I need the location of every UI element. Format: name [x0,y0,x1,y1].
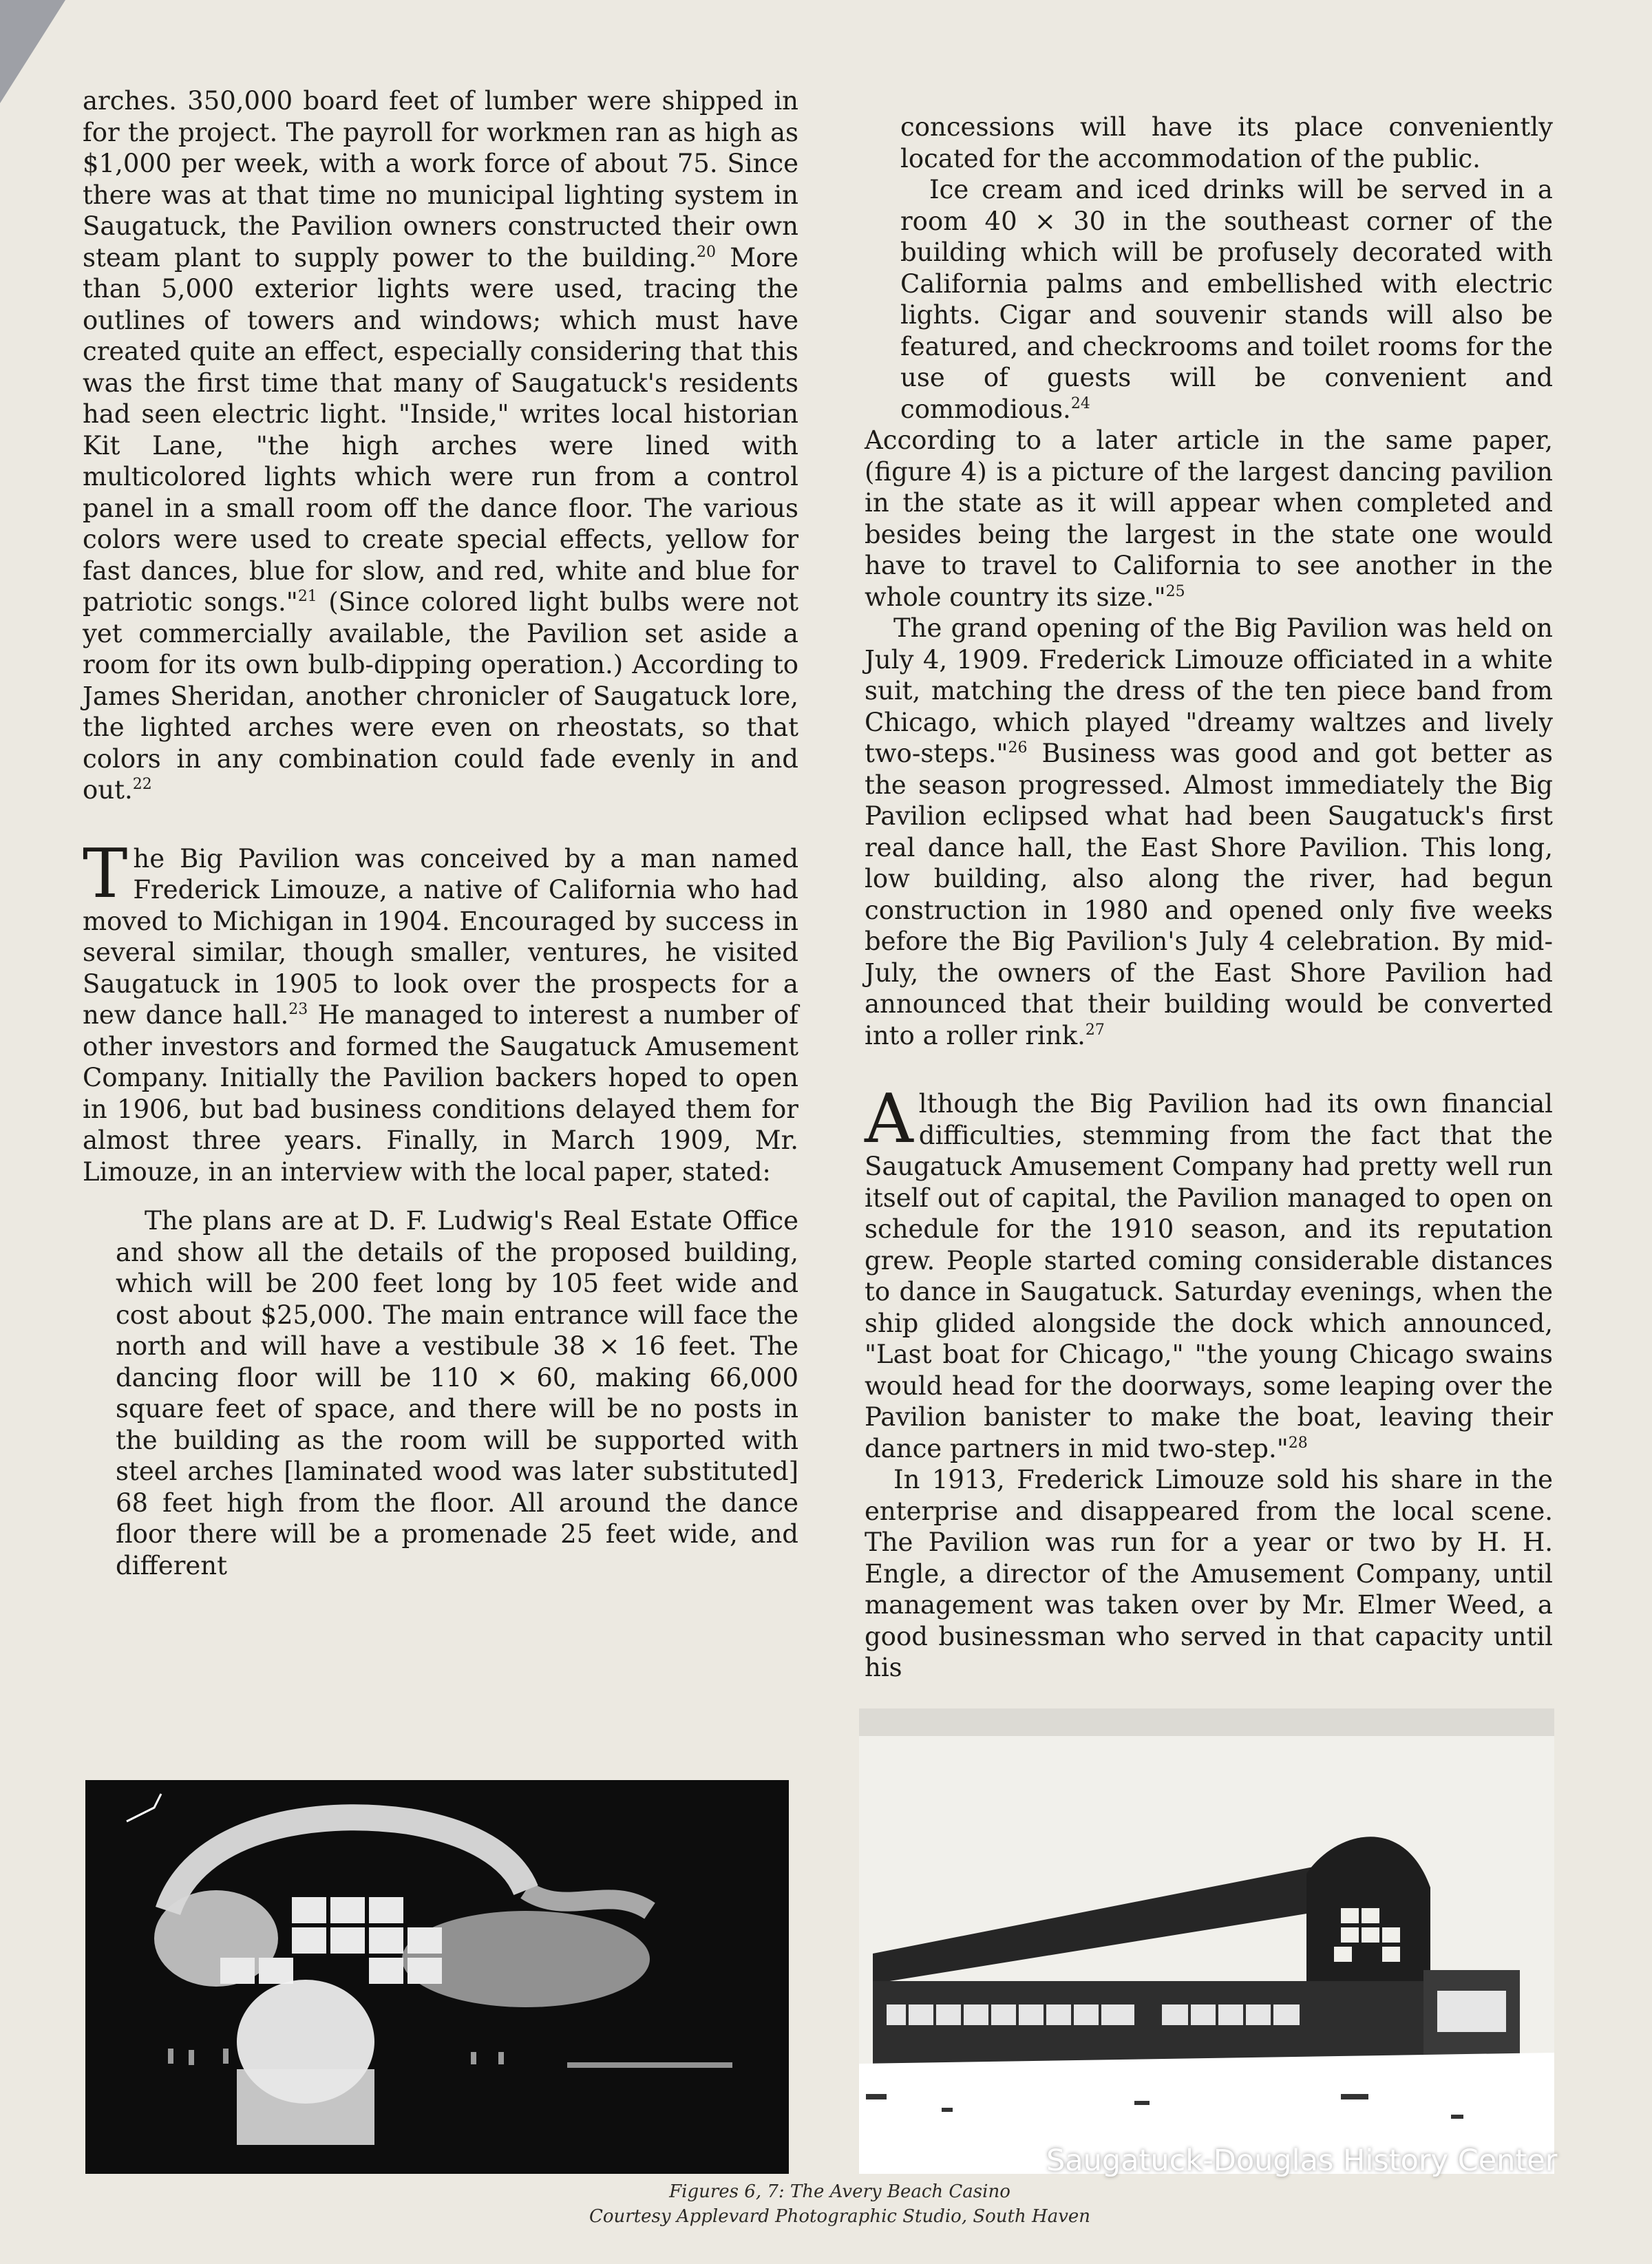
page-corner-fold [0,0,65,103]
footnote-21: 21 [297,588,317,605]
right-paragraph-3: Although the Big Pavilion had its own financial difficulties, stemming from the fact that the Saugatuck Amusement Company had pretty well run itself out of capital, the Pavilion managed to open on schedule for the 1910 season, and its reputation grew. People started coming considerable distances to dance in Saugatuck. Saturday evenings, when the ship glided alongside the dock which announced, "Last boat for Chicago," "the young Chicago swains would head for the doorways, some leaping over the Pavilion banister to make the boat, leaving their dance partners in mid two-step."$^{28}$ [865,1080,1553,1463]
casino-night-image [85,1780,789,2174]
casino-building-image [859,1708,1554,2174]
figure-caption [530,2179,1150,2229]
drop-cap-t: T [83,834,128,913]
right-block-quote-2: Ice cream and iced drinks will be served in a room 40 × 30 in the southeast corner of the building which will be profusely decorated with California palms and embellished with electric lights. Cigar and souvenir stands will also be featured, and checkrooms and toilet rooms for the use of guests will be convenient and commodious.$^{24}$ [900,175,1553,424]
footnote-26: 26 [1008,739,1028,757]
casino-night-photo [85,1780,789,2174]
right-paragraph-1: According to a later article in the same paper, (figure 4) is a picture of the largest dancing pavilion in the state as it will appear when completed and besides being the largest in the state one would have to travel to California to see another in the whole country its size."$^{25}$ [865,425,1553,612]
left-paragraph-2: The Big Pavilion was conceived by a man named Frederick Limouze, a native of California who had moved to Michigan in 1904. Encouraged by success in several similar, though smaller, ventures, he visited Saugatuck in 1905 to look over the prospects for a new dance hall.$^{23}$ He managed to interest a number of other investors and formed the Saugatuck Amusement Company. Initially the Pavilion backers hoped to open in 1906, but bad business conditions delayed them for almost three years. Finally, in March 1909, Mr. Limouze, in an interview with the local paper, stated: [83,834,798,1187]
left-column [83,85,798,1581]
footnote-23: 23 [288,1001,308,1018]
footnote-20: 20 [697,243,716,261]
watermark: Saugatuck-Douglas History Center [1046,2144,1558,2178]
caption-title: Figures 6, 7: The Avery Beach Casino [669,2181,1010,2202]
footnote-27: 27 [1085,1021,1105,1039]
footnote-28: 28 [1288,1434,1308,1452]
right-paragraph-2: The grand opening of the Big Pavilion was held on July 4, 1909. Frederick Limouze officiated in a white suit, matching the dress of the ten piece band from Chicago, which played "dreamy waltzes and lively two-steps."$^{26}$ Business was good and got better as the season progressed. Almost immediately the Big Pavilion eclipsed what had been Saugatuck's first real dance hall, the East Shore Pavilion. This long, low building, also along the river, had begun construction in 1980 and opened only five weeks before the Big Pavilion's July 4 celebration. By mid-July, the owners of the East Shore Pavilion had announced that their building would be converted into a roller rink.$^{27}$ [865,613,1553,1050]
footnote-22: 22 [132,776,152,793]
caption-credit: Courtesy Applevard Photographic Studio, South Haven [589,2206,1091,2227]
left-paragraph-1: arches. 350,000 board feet of lumber were shipped in for the project. The payroll for workmen ran as high as $1,000 per week, with a work force of about 75. Since there was at that time no municipal lighting system in Saugatuck, the Pavilion owners constructed their own steam plant to supply power to the building.$^{20}$ More than 5,000 exterior lights were used, tracing the outlines of towers and windows; which must have created quite an effect, especially considering that this was the first time that many of Saugatuck's residents had seen electric light. "Inside," writes local historian Kit Lane, "the high arches were lined with multicolored lights which were run from a control panel in a small room off the dance floor. The various colors were used to create special effects, yellow for fast dances, blue for slow, and red, white and blue for patriotic songs."$^{21}$ (Since colored light bulbs were not yet commercially available, the Pavilion set aside a room for its own bulb-dipping operation.) According to James Sheridan, another chronicler of Saugatuck lore, the lighted arches were even on rheostats, so that colors in any combination could fade evenly in and out.$^{22}$ [83,86,799,805]
right-paragraph-4: In 1913, Frederick Limouze sold his share in the enterprise and disappeared from the local scene. The Pavilion was run for a year or two by H. H. Engle, a director of the Amusement Company, until management was taken over by Mr. Elmer Weed, a good businessman who served in that capacity until his [865,1465,1553,1682]
casino-day-photo [859,1708,1554,2174]
footnote-24: 24 [1070,394,1090,412]
drop-cap-a: A [865,1080,913,1159]
right-column [865,112,1553,1684]
footnote-25: 25 [1165,582,1185,600]
left-block-quote: The plans are at D. F. Ludwig's Real Estate Office and show all the details of the proposed building, which will be 200 feet long by 105 feet wide and cost about $25,000. The main entrance will face the north and will have a vestibule 38 × 16 feet. The dancing floor will be 110 × 60, making 66,000 square feet of space, and there will be no posts in the building as the room will be supported with steel arches [laminated wood was later substituted] 68 feet high from the floor. All around the dance floor there will be a promenade 25 feet wide, and different [116,1206,798,1580]
right-block-quote-1: concessions will have its place conveniently located for the accommodation of the public. [900,112,1553,173]
